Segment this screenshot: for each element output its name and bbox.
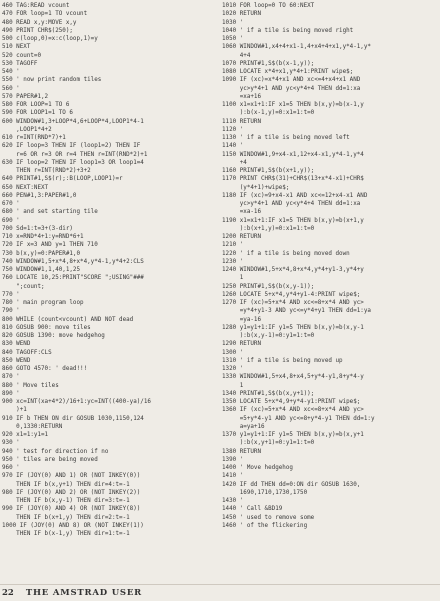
- page-number: 22: [2, 588, 14, 598]
- code-line: =xa+16: [222, 93, 262, 100]
- code-line: 520 count=0: [2, 52, 42, 59]
- listing-left-column: [2, 2, 216, 538]
- code-line: 900 xc=INT(xa+4*2)/16+1:yc=INT((400-ya)/16: [2, 399, 151, 405]
- code-line: ";count;: [2, 283, 45, 290]
- code-line: 1340 PRINT#1,S$(b(x,y+1));: [222, 390, 315, 397]
- code-line: ):b(x,y-1)=0:y1=1:t=0: [222, 333, 315, 339]
- code-line: 750 WINDOW#1,1,40,1,25: [2, 267, 81, 273]
- code-line: 540 ': [2, 69, 20, 75]
- code-line: 1090 IF (xc)=x*4+x1 AND xc<=4+x4+x1 AND: [222, 77, 361, 84]
- code-line: ):b(x,y+1)=0:y1=1:t=0: [222, 440, 315, 447]
- code-line: 1020 RETURN: [222, 11, 262, 18]
- code-line: =xa-16: [222, 209, 262, 216]
- code-line: 1390 ': [222, 456, 244, 463]
- code-line: 810 GOSUB 900: move tiles: [2, 324, 91, 331]
- code-line: 1070 PRINT#1,S$(b(x-1,y));: [222, 60, 315, 67]
- code-line: 1380 RETURN: [222, 448, 262, 455]
- code-line: 1400 ' Move hedgehog: [222, 465, 293, 471]
- code-line: 610 r=INT(RND*7)+1: [2, 135, 66, 141]
- code-line: 1120 ': [222, 126, 244, 133]
- code-line: 1100 x1=x1+1:IF x1=5 THEN b(x,y)=b(x-1,y: [222, 102, 364, 108]
- code-line: 790 ': [2, 308, 20, 315]
- code-line: 1: [222, 275, 244, 282]
- code-line: THEN IF b(x-1,y) THEN dir=1:t=-1: [2, 531, 130, 537]
- code-line: 1270 IF (xc)=5+x*4 AND xc<=8+x*4 AND yc>: [222, 300, 364, 306]
- code-line: 1430 ': [222, 498, 244, 504]
- code-line: ):b(x+1,y)=0:x1=1:t=0: [222, 225, 315, 232]
- code-line: 620 IF loop=3 THEN IF (loop1=2) THEN IF: [2, 143, 141, 150]
- code-line: 1: [222, 382, 244, 389]
- code-line: 910 IF b THEN ON dir GOSUB 1030,1150,124: [2, 415, 144, 422]
- code-line: r=6 OR r=3 OR r=4 THEN r=INT(RND*2)+1: [2, 151, 148, 158]
- code-line: 640 PRINT#1,S$(r);:B(LOOP,LOOP1)=r: [2, 176, 123, 183]
- code-line: ,LOOP1*4+2: [2, 126, 52, 133]
- code-line: 1180 IF (xc)=9+x4-x1 AND xc<=12+x4-x1 AND: [222, 192, 368, 199]
- code-line: 1010 FOR loop=0 TO 60:NEXT: [222, 3, 315, 9]
- code-line: 820 GOSUB 1390: move hedgehog: [2, 333, 105, 339]
- code-line: THEN r=INT(RND*2)+3+2: [2, 168, 91, 174]
- code-line: yc>y*4+1 AND yc<y*4+4 THEN dd=1:xa: [222, 201, 361, 207]
- code-line: 4+4: [222, 52, 251, 59]
- code-line: 490 PRINT CHR$(250);: [2, 27, 73, 34]
- code-line: 1250 PRINT#1,S$(b(x,y-1));: [222, 283, 315, 290]
- code-line: 630 IF loop=2 THEN IF loop1=3 OR loop1=4: [2, 159, 144, 166]
- code-line: 940 ' test for direction if no: [2, 448, 109, 455]
- code-line: 830 WEND: [2, 341, 31, 348]
- code-line: 480 READ x,y:MOVE x,y: [2, 19, 77, 26]
- code-line: 1140 ': [222, 143, 244, 150]
- code-line: 860 GOTO 4570: ' dead!!!: [2, 366, 88, 372]
- code-line: 730 b(x,y)=0:PAPER#1,0: [2, 250, 81, 257]
- code-line: =ya-16: [222, 316, 262, 323]
- code-line: 1170 PRINT CHR$(31)+CHR$(13+x*4-x1)+CHR$: [222, 176, 364, 183]
- code-line: (y*4+1)+wipe$;: [222, 184, 290, 191]
- code-line: 470 FOR loop=1 TO vcount: [2, 11, 88, 18]
- code-line: 1230 ': [222, 258, 244, 265]
- magazine-title: THE AMSTRAD USER: [25, 588, 142, 598]
- code-line: +4: [222, 159, 247, 166]
- code-line: 720 IF x=3 AND y=1 THEN 710: [2, 242, 98, 249]
- code-line: ):b(x-1,y)=0:x1=1:t=0: [222, 110, 315, 117]
- code-line: 850 WEND: [2, 357, 31, 364]
- code-line: 1280 y1=y1+1:IF y1=5 THEN b(x,y)=b(x,y-1: [222, 324, 364, 331]
- page-footer: [0, 584, 440, 601]
- code-line: 1160 PRINT#1,S$(b(x+1,y));: [222, 168, 315, 174]
- code-line: 710 x=RND*4+1:y=RND*6+1: [2, 234, 84, 240]
- listing-right-column: [222, 2, 440, 530]
- code-line: 1460 ' of the flickering: [222, 522, 308, 529]
- code-line: 740 WINDOW#1,5+x*4,8+x*4,y*4-1,y*4+2:CLS: [2, 258, 144, 265]
- code-line: 590 FOR LOOP1=1 TO 6: [2, 110, 73, 117]
- code-line: 890 ': [2, 390, 20, 397]
- code-line: THEN IF b(x+1,y) THEN dir=2:t=-1: [2, 514, 130, 521]
- code-line: 0,1330:RETURN: [2, 423, 63, 430]
- code-line: 1040 ' if a tile is being moved right: [222, 27, 354, 34]
- code-line: 1360 IF (xc)=5+x*4 AND xc<=8+x*4 AND yc>: [222, 407, 364, 414]
- code-line: 990 IF (JOY(0) AND 4) OR (NOT INKEY(8)): [2, 506, 141, 513]
- code-line: 1190 x1=x1+1:IF x1=5 THEN b(x,y)=b(x+1,y: [222, 217, 364, 224]
- code-line: 1260 LOCATE 5+x*4,y*4+y1-4:PRINT wipe$;: [222, 291, 361, 298]
- code-line: 880 ' Move tiles: [2, 382, 59, 389]
- code-line: 1330 WINDOW#1,5+x4,8+x4,5+y*4-y1,8+y*4-y: [222, 374, 364, 381]
- code-line: 920 x1=1:y1=1: [2, 432, 49, 438]
- code-line: 1060 WINDOW#1,x4+4+x1-1,4+x4+4+x1,y*4-1,y*: [222, 44, 371, 51]
- code-line: 580 FOR LOOP=1 TO 6: [2, 102, 70, 108]
- code-line: =5+y*4-y1 AND yc<=8+y*4-y1 THEN dd=1:y: [222, 415, 375, 422]
- code-line: 1000 IF (JOY(0) AND 8) OR (NOT INKEY(1)): [2, 522, 144, 529]
- code-line: 840 TAGOFF:CLS: [2, 349, 52, 356]
- code-line: 970 IF (JOY(0) AND 1) OR (NOT INKEY(0)): [2, 473, 141, 480]
- code-line: 1440 ' Call &BD19: [222, 506, 283, 513]
- code-line: 770 ': [2, 291, 20, 298]
- code-line: 1310 ' if a tile is being moved up: [222, 357, 343, 364]
- code-line: a=ya+16: [222, 423, 265, 430]
- code-line: 1320 ': [222, 366, 244, 372]
- code-line: 980 IF (JOY(0) AND 2) OR (NOT INKEY(2)): [2, 489, 141, 496]
- code-line: 1210 ': [222, 242, 244, 249]
- code-line: 870 ': [2, 374, 20, 381]
- code-line: 1130 ' if a tile is being moved left: [222, 135, 350, 141]
- code-line: 930 ': [2, 440, 20, 447]
- code-line: 1300 ': [222, 349, 244, 356]
- code-line: 560 ': [2, 85, 20, 92]
- code-line: 760 LOCATE 10,25:PRINT"SCORE ";USING"###: [2, 275, 144, 282]
- code-line: THEN IF b(x,y-1) THEN dir=3:t=-1: [2, 498, 130, 504]
- code-line: 680 ' and set starting tile: [2, 209, 98, 216]
- code-line: 1110 RETURN: [222, 118, 262, 125]
- code-line: 1150 WINDOW#1,9+x4-x1,12+x4-x1,y*4-1,y*4: [222, 151, 364, 158]
- code-line: 1370 y1=y1+1:IF y1=5 THEN b(x,y)=b(x,y+1: [222, 432, 364, 438]
- code-line: 1240 WINDOW#1,5+x*4,8+x*4,y*4+y1-3,y*4+y: [222, 267, 364, 273]
- code-line: 660 PEN#1,3:PAPER#1,0: [2, 192, 77, 199]
- code-line: 460 TAG:READ vcount: [2, 3, 70, 9]
- code-line: 780 ' main program loop: [2, 300, 84, 306]
- code-line: 690 ': [2, 217, 20, 224]
- code-line: 800 WHILE (count<vcount) AND NOT dead: [2, 316, 134, 323]
- code-line: 650 NEXT:NEXT: [2, 184, 49, 191]
- code-line: 1690,1710,1730,1750: [222, 489, 308, 496]
- code-line: 600 WINDOW#1,3+LOOP*4,6+LOOP*4,LOOP1*4-1: [2, 118, 144, 125]
- code-line: )+1: [2, 407, 27, 414]
- code-line: THEN IF b(x,y+1) THEN dir=4:t=-1: [2, 481, 130, 488]
- code-line: 1450 ' used to remove some: [222, 514, 315, 521]
- code-line: 670 ': [2, 201, 20, 207]
- code-line: 1200 RETURN: [222, 234, 262, 240]
- code-line: 1030 ': [222, 19, 244, 26]
- code-line: 550 ' now print random tiles: [2, 77, 102, 84]
- code-line: 1290 RETURN: [222, 341, 262, 348]
- code-line: 570 PAPER#1,2: [2, 93, 49, 100]
- code-line: 950 ' tiles are being moved: [2, 456, 98, 463]
- code-line: 1220 ' if a tile is being moved down: [222, 250, 350, 257]
- code-line: 500 c(loop,0)=x:c(loop,1)=y: [2, 36, 98, 42]
- code-line: 700 Sd=1:t=3+(3-dir): [2, 225, 73, 232]
- code-line: 960 ': [2, 465, 20, 471]
- code-line: 1420 IF dd THEN dd=0:ON dir GOSUB 1630,: [222, 481, 361, 488]
- code-line: yc>y*4+1 AND yc<y*4+4 THEN dd=1:xa: [222, 85, 361, 92]
- code-line: =y*4+y1-3 AND yc<=y*4+y1 THEN dd=1:ya: [222, 308, 371, 315]
- code-line: 1350 LOCATE 5+x*4,9+y*4-y1:PRINT wipe$;: [222, 399, 361, 405]
- code-line: 510 NEXT: [2, 44, 31, 51]
- code-line: 1410 ': [222, 473, 244, 480]
- code-line: 1050 ': [222, 36, 244, 42]
- code-line: 1080 LOCATE x*4+x1,y*4+1:PRINT wipe$;: [222, 69, 354, 75]
- code-line: 530 TAGOFF: [2, 60, 38, 67]
